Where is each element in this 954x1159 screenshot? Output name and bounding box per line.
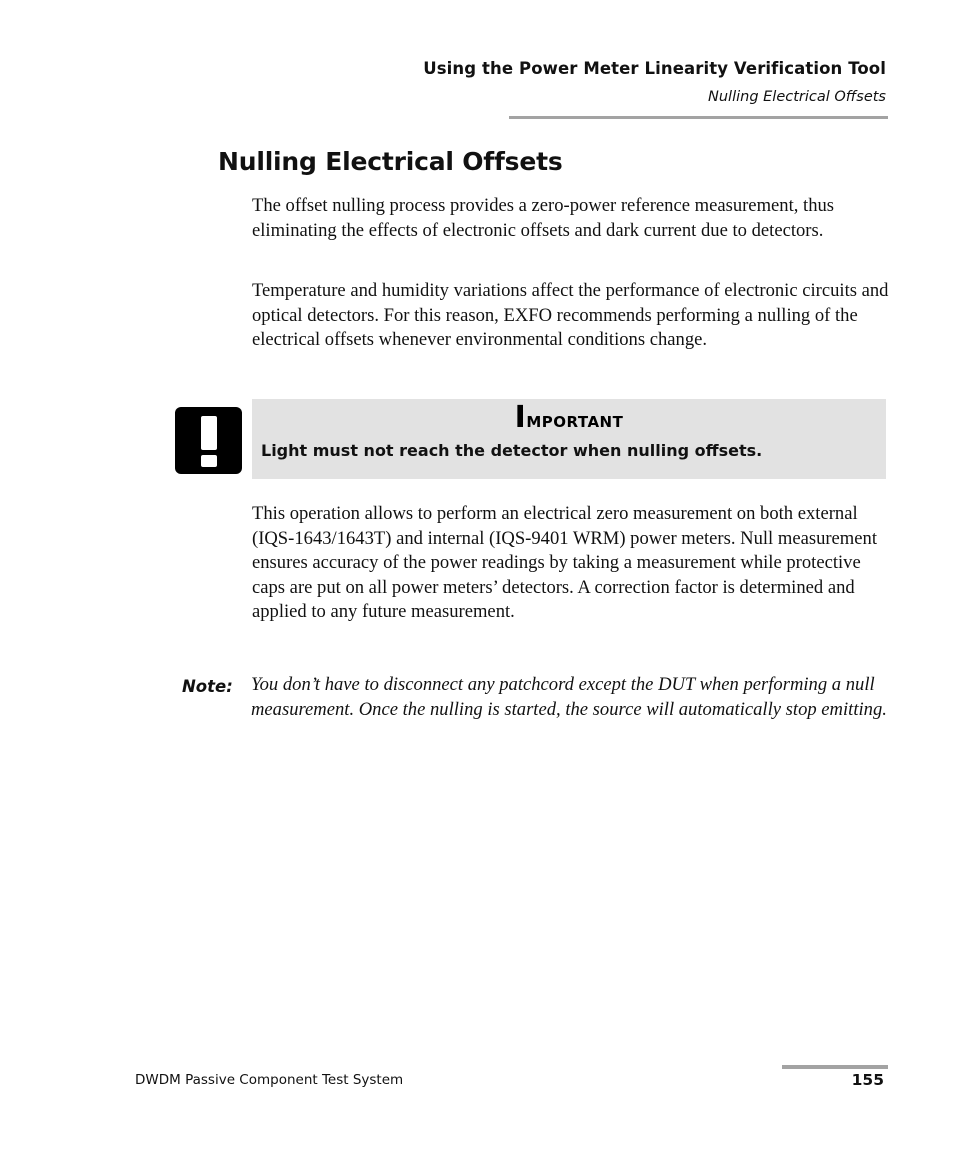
operation-paragraph: This operation allows to perform an electrical zero measurement on both external (IQS-1643/1643T) and internal (IQS-9401 WRM) power meters. Null measurement ensures accuracy of the power readings by taking a measurement while protective caps are put on all power meters’ detectors. A correction factor is determined and applied to any future measurement. — [252, 503, 877, 623]
exclamation-icon — [175, 407, 242, 474]
important-title-initial: I — [514, 400, 527, 435]
intro-paragraph: The offset nulling process provides a zero-power reference measurement, thus eliminating the effects of electronic offsets and dark current due to detectors. — [252, 195, 835, 241]
important-title — [252, 399, 886, 440]
important-box — [252, 399, 886, 479]
chapter-title: Using the Power Meter Linearity Verification Tool — [423, 59, 886, 78]
exclamation-bar — [201, 416, 217, 450]
important-text: Light must not reach the detector when nulling offsets. — [261, 441, 763, 460]
page-title: Nulling Electrical Offsets — [218, 147, 563, 176]
footer-title: DWDM Passive Component Test System — [135, 1072, 404, 1088]
exclamation-dot — [201, 455, 217, 467]
section-title: Nulling Electrical Offsets — [708, 89, 886, 105]
page-number: 155 — [851, 1071, 884, 1089]
note-text: You don’t have to disconnect any patchcord except the DUT when performing a null measurement. Once the nulling is started, the source will automatically stop emitting. — [251, 674, 887, 720]
environment-paragraph: Temperature and humidity variations affect the performance of electronic circuits and optical detectors. For this reason, EXFO recommends performing a nulling of the electrical offsets whenever environmental conditions change. — [252, 280, 889, 351]
important-title-rest: mportant — [526, 408, 624, 433]
header-rule — [509, 116, 888, 119]
running-head — [423, 58, 886, 107]
note-label: Note: — [182, 677, 233, 696]
